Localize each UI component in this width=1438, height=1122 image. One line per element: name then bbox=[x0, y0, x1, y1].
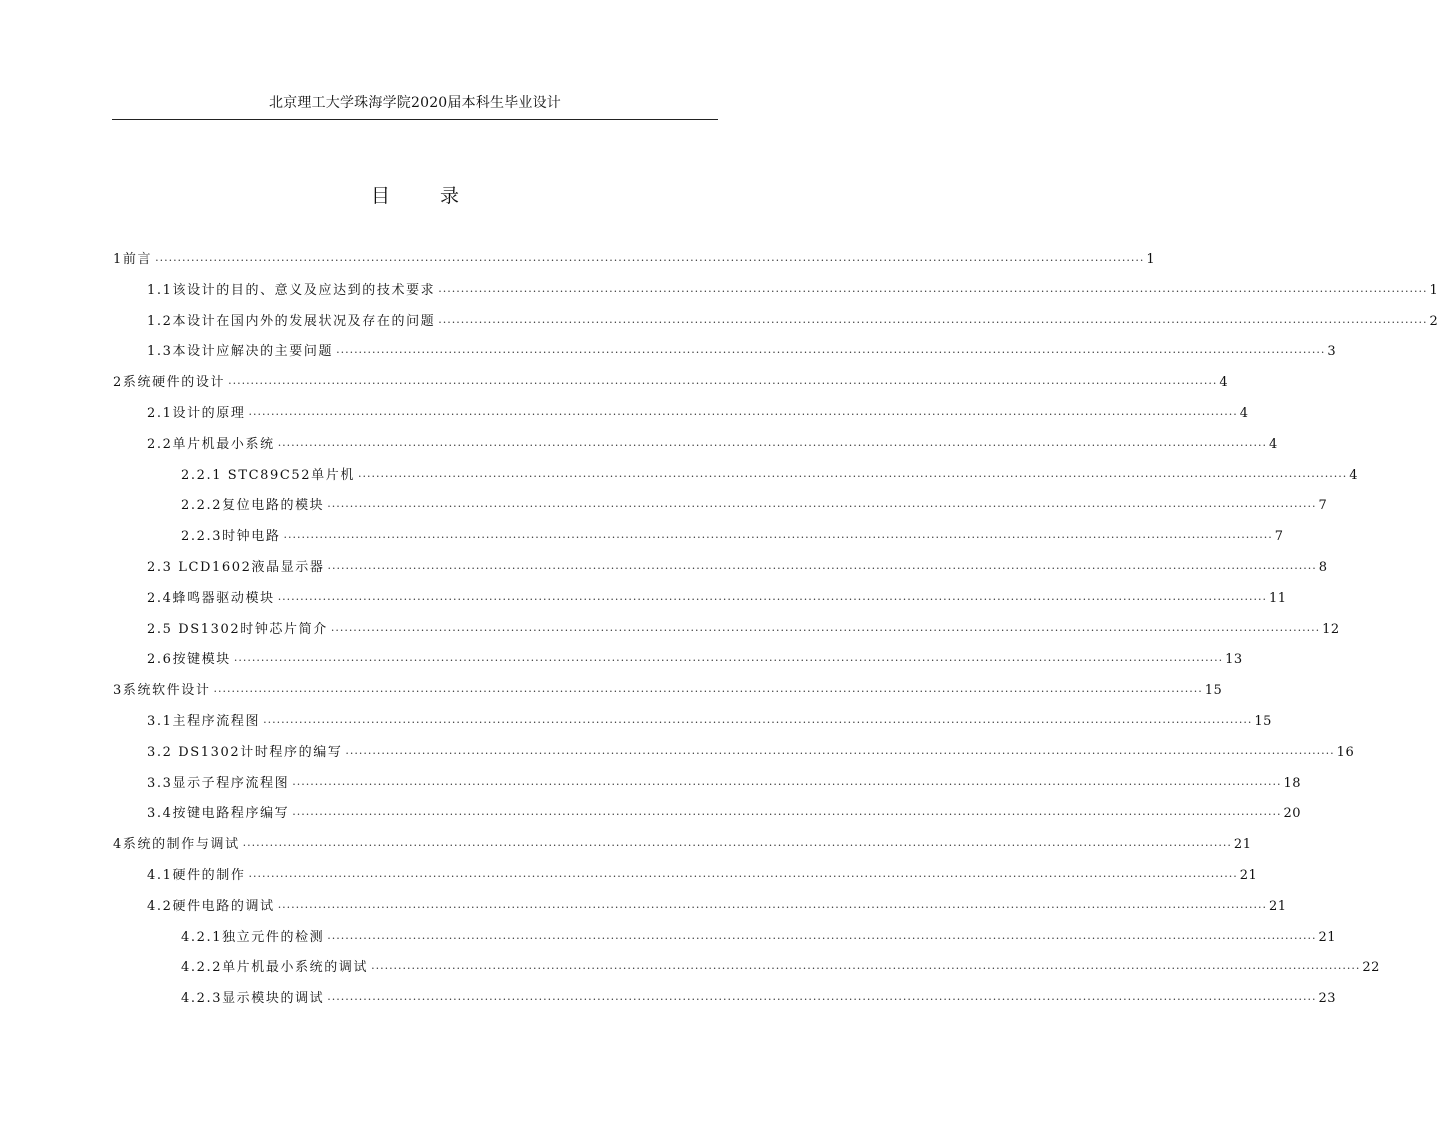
toc-entry-label: 1.2本设计在国内外的发展状况及存在的问题 bbox=[147, 313, 436, 329]
toc-dot-leader: ............................................................................................................................................................................................................................ bbox=[327, 928, 1317, 942]
toc-entry-page: 23 bbox=[1318, 991, 1337, 1007]
toc-dot-leader: ............................................................................................................................................................................................................................ bbox=[357, 466, 1348, 480]
toc-entry[interactable] bbox=[181, 987, 1337, 1007]
toc-entry-page: 12 bbox=[1322, 621, 1340, 637]
toc-entry-label: 1.3本设计应解决的主要问题 bbox=[147, 344, 334, 360]
header-rule bbox=[112, 119, 718, 120]
toc-entry-page: 21 bbox=[1268, 898, 1287, 914]
toc-entry-page: 15 bbox=[1254, 714, 1272, 729]
toc-entry-label: 2.3 LCD1602液晶显示器 bbox=[147, 560, 325, 575]
toc-dot-leader: ............................................................................................................................................................................................................................ bbox=[327, 559, 1317, 572]
toc-entry[interactable] bbox=[147, 741, 1355, 761]
toc-dot-leader: ............................................................................................................................................................................................................................ bbox=[438, 312, 1428, 326]
toc-dot-leader: ............................................................................................................................................................................................................................ bbox=[330, 620, 1321, 634]
toc-dot-leader: ............................................................................................................................................................................................................................ bbox=[155, 251, 1145, 264]
toc-entry-page: 21 bbox=[1318, 929, 1337, 945]
toc-entry-label: 2.6按键模块 bbox=[147, 652, 231, 668]
toc-entry-page: 15 bbox=[1204, 683, 1223, 699]
toc-entry-label: 2.4蜂鸣器驱动模块 bbox=[147, 590, 275, 606]
toc-title: 目 录 bbox=[370, 185, 482, 207]
toc-entry[interactable] bbox=[113, 248, 1156, 268]
toc-entry-page: 21 bbox=[1233, 837, 1252, 853]
toc-entry-label: 1前言 bbox=[113, 252, 153, 267]
toc-dot-leader: ............................................................................................................................................................................................................................ bbox=[292, 774, 1282, 788]
toc-entry[interactable] bbox=[147, 864, 1258, 884]
toc-entry-label: 4.2.1独立元件的检测 bbox=[181, 929, 325, 945]
toc-entry-page: 18 bbox=[1283, 775, 1302, 791]
toc-dot-leader: ............................................................................................................................................................................................................................ bbox=[283, 528, 1273, 542]
toc-entry-page: 4 bbox=[1219, 375, 1229, 391]
toc-entry[interactable] bbox=[147, 340, 1337, 360]
toc-entry-label: 2.2.1 STC89C52单片机 bbox=[181, 467, 355, 483]
toc-entry-label: 3.1主程序流程图 bbox=[147, 714, 261, 729]
toc-dot-leader: ............................................................................................................................................................................................................................ bbox=[263, 713, 1253, 726]
toc-entry[interactable] bbox=[147, 648, 1243, 668]
toc-entry-label: 3系统软件设计 bbox=[113, 683, 211, 699]
toc-entry-page: 4 bbox=[1239, 406, 1249, 421]
toc-entry[interactable] bbox=[147, 895, 1287, 915]
toc-entry[interactable] bbox=[147, 433, 1278, 453]
toc-entry-page: 7 bbox=[1318, 498, 1328, 514]
toc-entry-page: 21 bbox=[1239, 868, 1258, 883]
toc-entry[interactable] bbox=[181, 926, 1337, 946]
toc-dot-leader: ............................................................................................................................................................................................................................ bbox=[345, 743, 1335, 757]
running-header: 北京理工大学珠海学院2020届本科生毕业设计 bbox=[268, 95, 562, 111]
toc-entry[interactable] bbox=[147, 310, 1438, 330]
toc-entry-label: 3.3显示子程序流程图 bbox=[147, 775, 290, 791]
toc-entry[interactable] bbox=[113, 833, 1252, 853]
toc-entry-label: 1.1该设计的目的、意义及应达到的技术要求 bbox=[147, 282, 436, 298]
toc-dot-leader: ............................................................................................................................................................................................................................ bbox=[277, 435, 1267, 449]
toc-entry[interactable] bbox=[147, 802, 1302, 822]
toc-entry[interactable] bbox=[113, 371, 1229, 391]
toc-entry[interactable] bbox=[181, 464, 1358, 484]
toc-entry-page: 1 bbox=[1429, 282, 1438, 298]
toc-entry-label: 2.2.2复位电路的模块 bbox=[181, 498, 325, 514]
toc-entry-label: 2系统硬件的设计 bbox=[113, 375, 226, 391]
toc-dot-leader: ............................................................................................................................................................................................................................ bbox=[336, 343, 1326, 357]
toc-entry-label: 2.1设计的原理 bbox=[147, 406, 246, 421]
toc-entry-label: 2.2单片机最小系统 bbox=[147, 436, 275, 452]
toc-entry-page: 16 bbox=[1336, 744, 1355, 760]
toc-entry-label: 4.2.2单片机最小系统的调试 bbox=[181, 960, 369, 976]
toc-entry-page: 2 bbox=[1429, 313, 1438, 329]
toc-entry-label: 3.4按键电路程序编写 bbox=[147, 806, 290, 822]
toc-dot-leader: ............................................................................................................................................................................................................................ bbox=[228, 374, 1218, 388]
toc-entry-page: 1 bbox=[1146, 252, 1156, 267]
toc-entry-label: 4.1硬件的制作 bbox=[147, 868, 246, 883]
toc-dot-leader: ............................................................................................................................................................................................................................ bbox=[292, 805, 1282, 819]
toc-entry[interactable] bbox=[147, 587, 1287, 607]
toc-dot-leader: ............................................................................................................................................................................................................................ bbox=[213, 682, 1203, 696]
toc-entry-page: 20 bbox=[1283, 806, 1302, 822]
toc-entry-page: 4 bbox=[1268, 436, 1278, 452]
toc-entry-label: 4.2硬件电路的调试 bbox=[147, 898, 275, 914]
toc-entry[interactable] bbox=[147, 279, 1438, 299]
toc-entry[interactable] bbox=[181, 956, 1380, 976]
toc-entry-label: 2.2.3时钟电路 bbox=[181, 529, 281, 545]
toc-entry-page: 11 bbox=[1268, 590, 1287, 606]
toc-dot-leader: ............................................................................................................................................................................................................................ bbox=[248, 405, 1238, 418]
toc-entry[interactable] bbox=[147, 618, 1340, 638]
toc-entry[interactable] bbox=[147, 556, 1328, 576]
toc-dot-leader: ............................................................................................................................................................................................................................ bbox=[327, 497, 1317, 511]
toc-dot-leader: ............................................................................................................................................................................................................................ bbox=[327, 990, 1317, 1004]
toc-entry-label: 3.2 DS1302计时程序的编写 bbox=[147, 744, 343, 760]
toc-entry[interactable] bbox=[181, 494, 1328, 514]
toc-entry[interactable] bbox=[147, 772, 1302, 792]
toc-entry-page: 22 bbox=[1362, 960, 1380, 976]
toc-dot-leader: ............................................................................................................................................................................................................................ bbox=[438, 281, 1428, 295]
toc-entry[interactable] bbox=[113, 679, 1223, 699]
toc-entry[interactable] bbox=[181, 525, 1284, 545]
toc-dot-leader: ............................................................................................................................................................................................................................ bbox=[371, 959, 1361, 973]
toc-entry-page: 4 bbox=[1349, 467, 1358, 483]
toc-dot-leader: ............................................................................................................................................................................................................................ bbox=[233, 651, 1224, 665]
toc-entry-page: 8 bbox=[1318, 560, 1328, 575]
toc-entry-page: 7 bbox=[1274, 529, 1284, 545]
toc-entry-page: 3 bbox=[1327, 344, 1337, 360]
toc-entry-label: 2.5 DS1302时钟芯片简介 bbox=[147, 621, 328, 637]
toc-dot-leader: ............................................................................................................................................................................................................................ bbox=[248, 867, 1238, 880]
toc-entry-page: 13 bbox=[1225, 652, 1243, 668]
toc-entry[interactable] bbox=[147, 402, 1249, 422]
toc-dot-leader: ............................................................................................................................................................................................................................ bbox=[277, 897, 1267, 911]
toc-entry-label: 4.2.3显示模块的调试 bbox=[181, 991, 325, 1007]
toc-dot-leader: ............................................................................................................................................................................................................................ bbox=[242, 836, 1232, 850]
toc-entry[interactable] bbox=[147, 710, 1272, 730]
toc-entry-label: 4系统的制作与调试 bbox=[113, 837, 240, 853]
toc-dot-leader: ............................................................................................................................................................................................................................ bbox=[277, 589, 1267, 603]
